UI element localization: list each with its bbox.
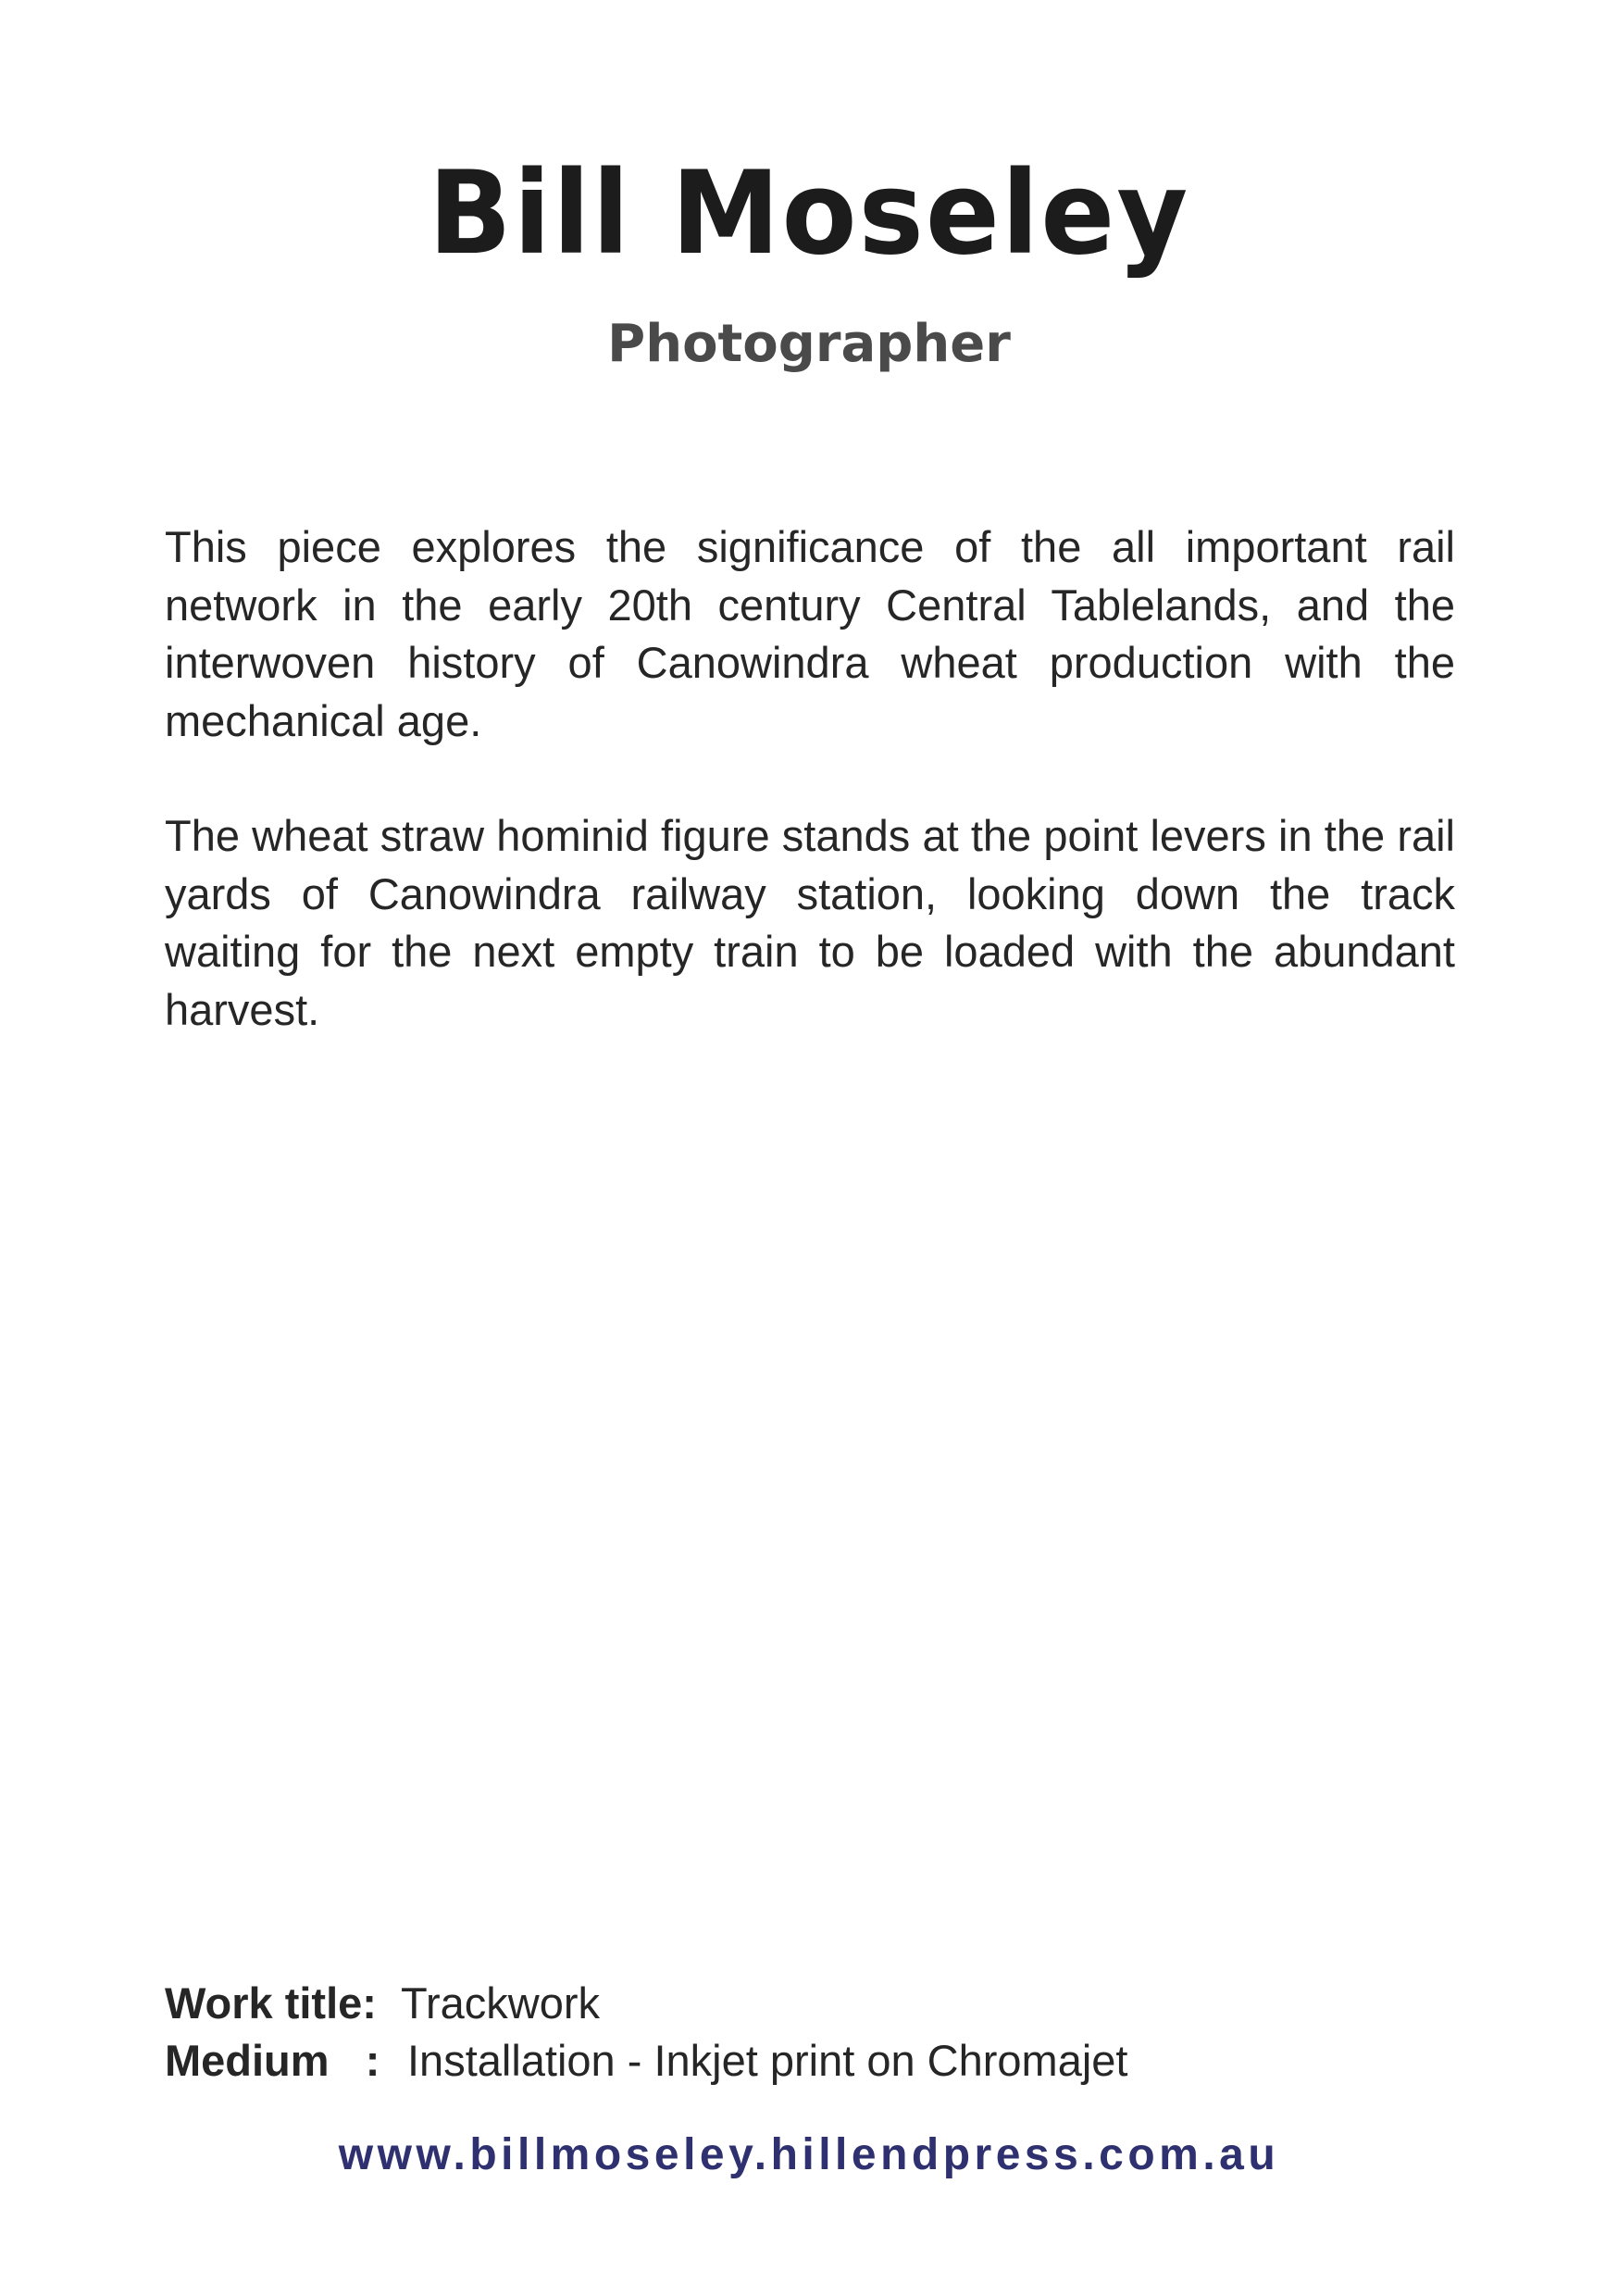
medium-row	[165, 2032, 1455, 2090]
medium-label: Medium :	[165, 2036, 380, 2085]
work-title-value: Trackwork	[401, 1978, 601, 2028]
artist-name: Bill Moseley	[428, 145, 1190, 281]
medium-colon: :	[365, 2036, 380, 2085]
description-paragraph-2: The wheat straw hominid figure stands at the point levers in the rail yards of Canowindra railway station, looking down the track waiting for the next empty train to be loaded with the abundant harvest.	[165, 811, 1455, 1034]
artist-role: Photographer	[607, 314, 1011, 374]
website-url: www.billmoseley.hillendpress.com.au	[338, 2130, 1280, 2179]
work-title-label: Work title:	[165, 1978, 377, 2028]
medium-value: Installation - Inkjet print on Chromajet	[407, 2036, 1128, 2085]
work-title-row	[165, 1975, 1455, 2032]
description-paragraph-1: This piece explores the significance of the all important rail network in the early 20th century Central Tablelands, and the interwoven history of Canowindra wheat production with the mechanical age.	[165, 522, 1455, 745]
